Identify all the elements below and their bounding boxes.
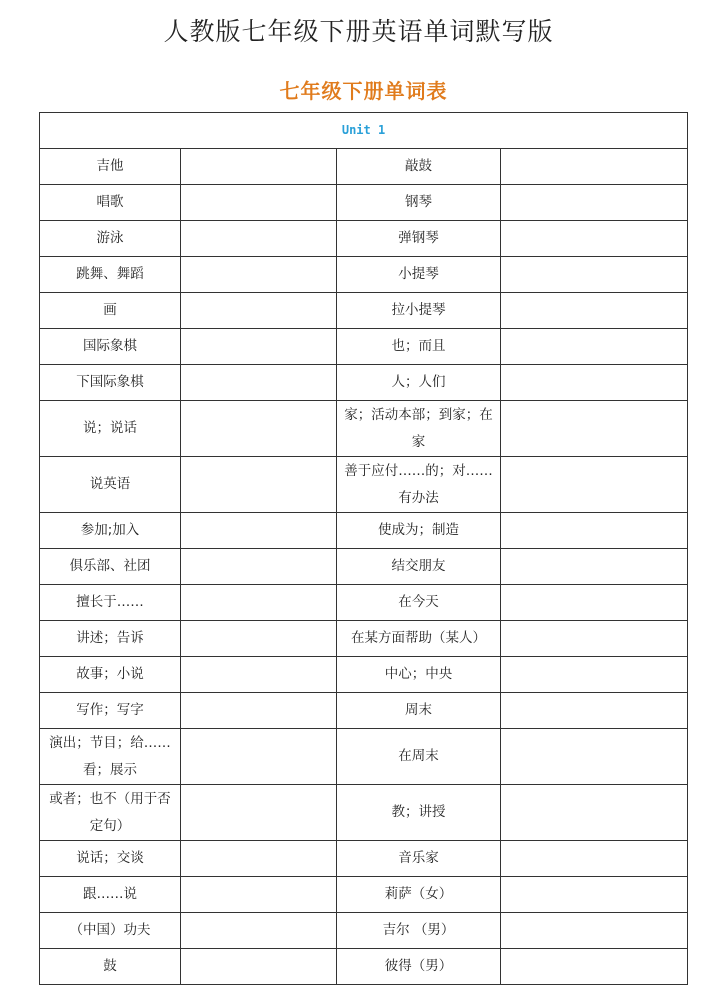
chinese-word-cell: 画 [40,293,181,329]
chinese-word-cell: 或者；也不（用于否定句） [40,785,181,841]
answer-blank[interactable] [181,621,337,657]
chinese-word-cell: 善于应付……的；对……有办法 [337,457,501,513]
chinese-word-cell: 讲述；告诉 [40,621,181,657]
chinese-word-cell: 参加;加入 [40,513,181,549]
answer-blank[interactable] [181,221,337,257]
answer-blank[interactable] [181,365,337,401]
answer-blank[interactable] [181,657,337,693]
answer-blank[interactable] [501,785,688,841]
chinese-word-cell: 故事；小说 [40,657,181,693]
chinese-word-cell: 吉尔 （男） [337,913,501,949]
answer-blank[interactable] [501,693,688,729]
answer-blank[interactable] [181,585,337,621]
answer-blank[interactable] [181,913,337,949]
table-row [40,221,688,257]
chinese-word-cell: 在某方面帮助（某人） [337,621,501,657]
answer-blank[interactable] [501,293,688,329]
chinese-word-cell: 说；说话 [40,401,181,457]
chinese-word-cell: 吉他 [40,149,181,185]
answer-blank[interactable] [181,457,337,513]
chinese-word-cell: 彼得（男） [337,949,501,985]
chinese-word-cell: 也；而且 [337,329,501,365]
answer-blank[interactable] [501,621,688,657]
table-row [40,329,688,365]
table-row [40,621,688,657]
answer-blank[interactable] [501,221,688,257]
table-row [40,949,688,985]
table-row [40,457,688,513]
chinese-word-cell: 国际象棋 [40,329,181,365]
table-row [40,877,688,913]
answer-blank[interactable] [181,185,337,221]
answer-blank[interactable] [501,185,688,221]
unit-label: Unit 1 [40,113,688,149]
chinese-word-cell: 钢琴 [337,185,501,221]
vocabulary-table [39,112,688,985]
chinese-word-cell: 拉小提琴 [337,293,501,329]
table-row [40,185,688,221]
chinese-word-cell: 人；人们 [337,365,501,401]
chinese-word-cell: 下国际象棋 [40,365,181,401]
chinese-word-cell: 写作；写字 [40,693,181,729]
table-row [40,657,688,693]
answer-blank[interactable] [501,913,688,949]
answer-blank[interactable] [181,293,337,329]
chinese-word-cell: 唱歌 [40,185,181,221]
chinese-word-cell: 弹钢琴 [337,221,501,257]
chinese-word-cell: 家；活动本部；到家；在家 [337,401,501,457]
answer-blank[interactable] [501,257,688,293]
table-row [40,401,688,457]
answer-blank[interactable] [181,149,337,185]
chinese-word-cell: 敲鼓 [337,149,501,185]
answer-blank[interactable] [181,949,337,985]
chinese-word-cell: 莉萨（女） [337,877,501,913]
answer-blank[interactable] [181,877,337,913]
answer-blank[interactable] [181,729,337,785]
table-row [40,729,688,785]
answer-blank[interactable] [181,549,337,585]
unit-header-row [40,113,688,149]
answer-blank[interactable] [181,841,337,877]
chinese-word-cell: 音乐家 [337,841,501,877]
table-row [40,149,688,185]
chinese-word-cell: 小提琴 [337,257,501,293]
table-row [40,693,688,729]
answer-blank[interactable] [501,841,688,877]
chinese-word-cell: 鼓 [40,949,181,985]
answer-blank[interactable] [501,457,688,513]
answer-blank[interactable] [501,329,688,365]
chinese-word-cell: 教；讲授 [337,785,501,841]
table-row [40,293,688,329]
chinese-word-cell: 跟……说 [40,877,181,913]
table-row [40,549,688,585]
table-row [40,365,688,401]
chinese-word-cell: 说英语 [40,457,181,513]
answer-blank[interactable] [501,365,688,401]
answer-blank[interactable] [181,785,337,841]
answer-blank[interactable] [501,729,688,785]
answer-blank[interactable] [501,949,688,985]
chinese-word-cell: 游泳 [40,221,181,257]
document-title: 人教版七年级下册英语单词默写版 [163,17,554,46]
table-row [40,913,688,949]
chinese-word-cell: 演出；节目；给……看；展示 [40,729,181,785]
answer-blank[interactable] [181,257,337,293]
chinese-word-cell: 周末 [337,693,501,729]
answer-blank[interactable] [501,877,688,913]
answer-blank[interactable] [501,657,688,693]
answer-blank[interactable] [181,401,337,457]
chinese-word-cell: （中国）功夫 [40,913,181,949]
chinese-word-cell: 使成为；制造 [337,513,501,549]
table-row [40,841,688,877]
chinese-word-cell: 跳舞、舞蹈 [40,257,181,293]
chinese-word-cell: 中心；中央 [337,657,501,693]
answer-blank[interactable] [501,585,688,621]
chinese-word-cell: 在周末 [337,729,501,785]
chinese-word-cell: 俱乐部、社团 [40,549,181,585]
chinese-word-cell: 结交朋友 [337,549,501,585]
answer-blank[interactable] [501,401,688,457]
table-row [40,585,688,621]
table-title: 七年级下册单词表 [279,79,448,103]
answer-blank[interactable] [181,513,337,549]
answer-blank[interactable] [181,329,337,365]
chinese-word-cell: 说话；交谈 [40,841,181,877]
chinese-word-cell: 擅长于…… [40,585,181,621]
answer-blank[interactable] [501,549,688,585]
table-row [40,257,688,293]
table-row [40,513,688,549]
answer-blank[interactable] [501,513,688,549]
chinese-word-cell: 在今天 [337,585,501,621]
answer-blank[interactable] [501,149,688,185]
answer-blank[interactable] [181,693,337,729]
table-row [40,785,688,841]
